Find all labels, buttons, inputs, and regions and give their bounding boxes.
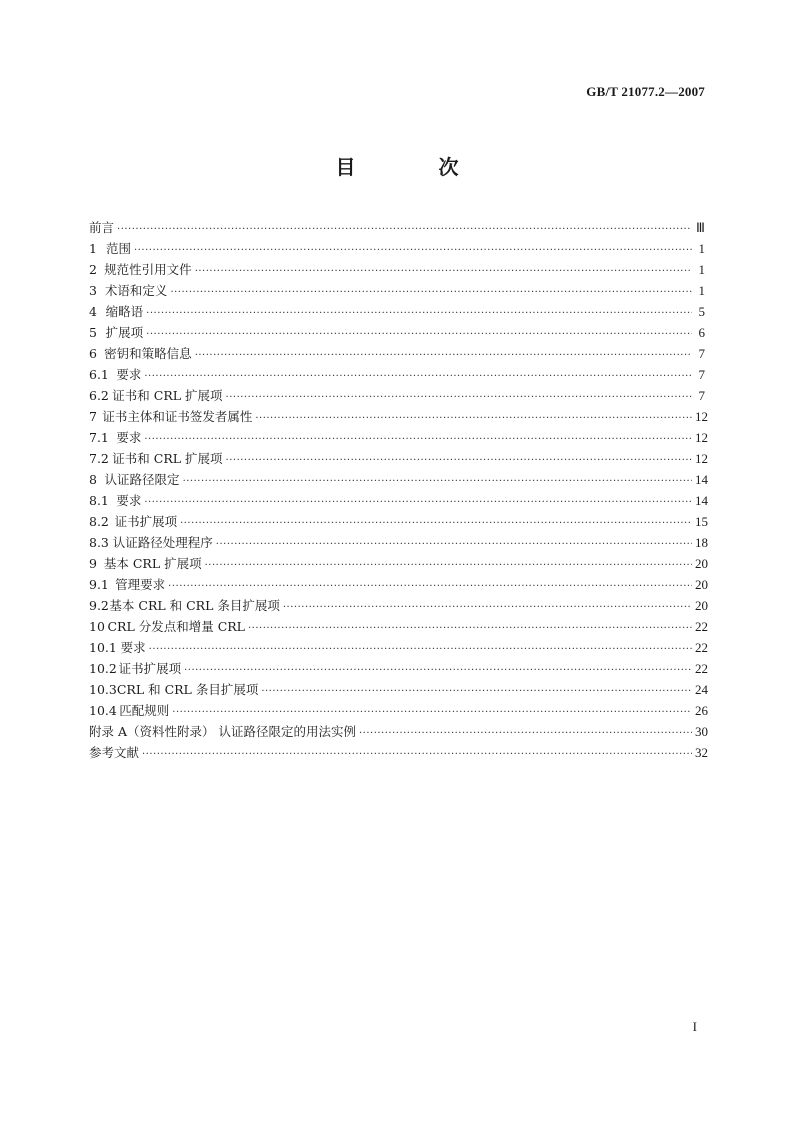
toc-entry-10-3[interactable]: 10.3 CRL 和 CRL 条目扩展项 ····· 24 <box>89 679 705 700</box>
toc-entry-8-3[interactable]: 8.3 认证路径处理程序 ····· 18 <box>89 532 705 553</box>
leader-dots <box>261 681 692 702</box>
toc-entry-8[interactable]: 8 认证路径限定 ····· 14 <box>89 469 705 490</box>
leader-dots <box>216 534 692 555</box>
leader-dots <box>183 471 692 492</box>
toc-entry-7-1[interactable]: 7.1 要求 ····· 12 <box>89 427 705 448</box>
leader-dots <box>195 261 692 282</box>
leader-dots <box>184 660 692 681</box>
leader-dots <box>146 324 692 345</box>
toc-entry-8-2[interactable]: 8.2 证书扩展项 ····· 15 <box>89 511 705 532</box>
leader-dots <box>149 639 692 660</box>
leader-dots <box>168 576 692 597</box>
leader-dots <box>170 282 692 303</box>
toc-entry-10-4[interactable]: 10.4 匹配规则 ····· 26 <box>89 700 705 721</box>
leader-dots <box>144 429 692 450</box>
toc-entry-9-1[interactable]: 9.1 管理要求 ····· 20 <box>89 574 705 595</box>
leader-dots <box>205 555 692 576</box>
table-of-contents <box>89 217 708 763</box>
leader-dots <box>283 597 692 618</box>
leader-dots <box>172 702 692 723</box>
toc-entry-foreword[interactable]: 前言 ····· Ⅲ <box>89 217 705 238</box>
toc-entry-3[interactable]: 3 术语和定义 ····· 1 <box>89 280 705 301</box>
page-title: 目 次 <box>335 155 497 179</box>
leader-dots <box>134 240 692 261</box>
toc-entry-10[interactable]: 10 CRL 分发点和增量 CRL ····· 22 <box>89 616 705 637</box>
toc-entry-7-2[interactable]: 7.2 证书和 CRL 扩展项 ····· 12 <box>89 448 705 469</box>
leader-dots <box>248 618 692 639</box>
leader-dots <box>255 408 692 429</box>
leader-dots <box>117 219 692 240</box>
toc-entry-5[interactable]: 5 扩展项 ····· 6 <box>89 322 705 343</box>
page-number: I <box>692 1019 697 1034</box>
toc-entry-10-2[interactable]: 10.2 证书扩展项 ····· 22 <box>89 658 705 679</box>
header-standard-code: GB/T 21077.2—2007 <box>586 84 705 99</box>
leader-dots <box>144 492 692 513</box>
toc-entry-6-2[interactable]: 6.2 证书和 CRL 扩展项 ····· 7 <box>89 385 705 406</box>
toc-entry-annex-a[interactable]: 附录 A（资料性附录） 认证路径限定的用法实例 ····· 30 <box>89 721 705 742</box>
leader-dots <box>226 387 692 408</box>
toc-entry-6-1[interactable]: 6.1 要求 ····· 7 <box>89 364 705 385</box>
leader-dots <box>359 723 692 744</box>
leader-dots <box>180 513 692 534</box>
leader-dots <box>144 366 692 387</box>
leader-dots <box>226 450 692 471</box>
leader-dots <box>195 345 692 366</box>
leader-dots <box>142 744 692 765</box>
leader-dots <box>146 303 692 324</box>
toc-entry-8-1[interactable]: 8.1 要求 ····· 14 <box>89 490 705 511</box>
toc-entry-7[interactable]: 7 证书主体和证书签发者属性 ····· 12 <box>89 406 705 427</box>
toc-entry-6[interactable]: 6 密钥和策略信息 ····· 7 <box>89 343 705 364</box>
toc-entry-10-1[interactable]: 10.1 要求 ····· 22 <box>89 637 705 658</box>
toc-entry-1[interactable]: 1 范围 ····· 1 <box>89 238 705 259</box>
toc-entry-9-2[interactable]: 9.2 基本 CRL 和 CRL 条目扩展项 ····· 20 <box>89 595 705 616</box>
toc-entry-4[interactable]: 4 缩略语 ····· 5 <box>89 301 705 322</box>
toc-entry-bibliography[interactable]: 参考文献 ····· 32 <box>89 742 705 763</box>
toc-entry-2[interactable]: 2 规范性引用文件 ····· 1 <box>89 259 705 280</box>
toc-entry-9[interactable]: 9 基本 CRL 扩展项 ····· 20 <box>89 553 705 574</box>
